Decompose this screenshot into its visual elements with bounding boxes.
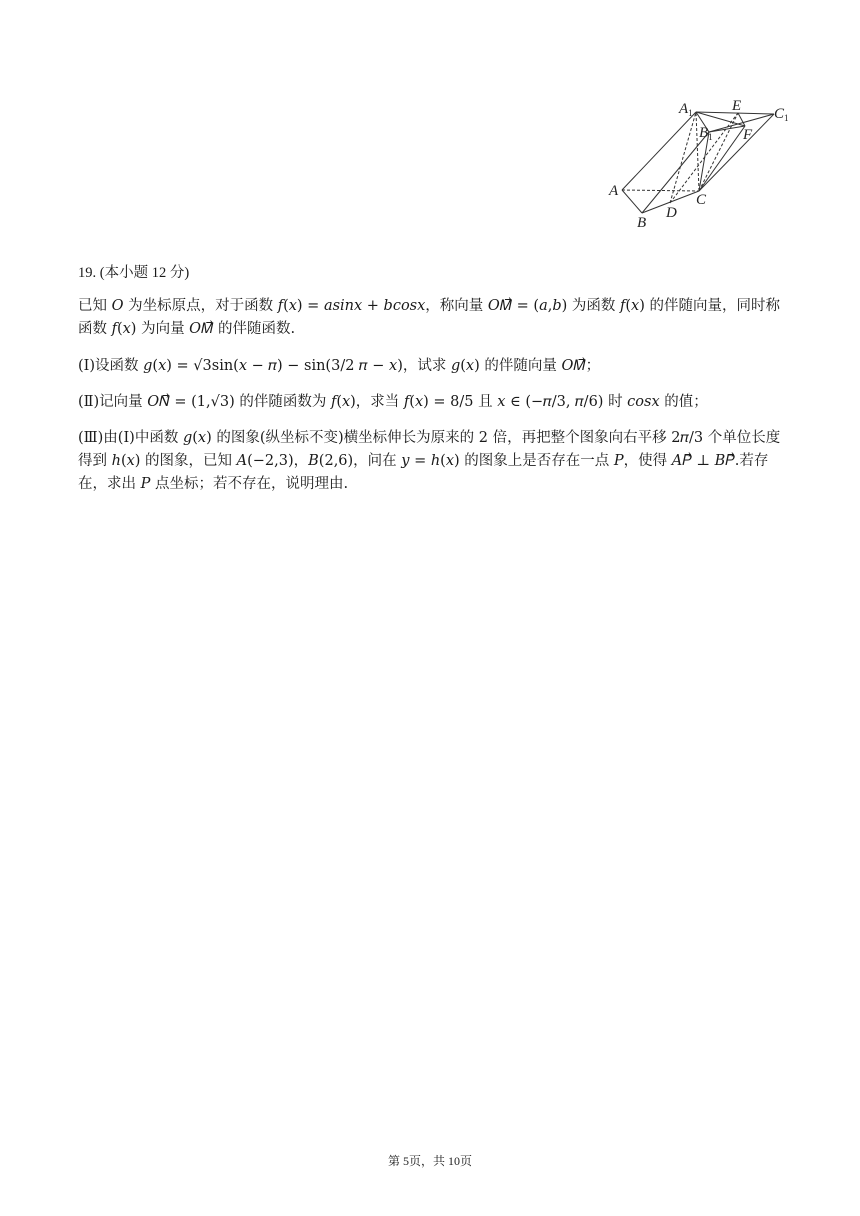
page-footer: 第 5页，共 10页: [387, 1154, 472, 1168]
label-d: D: [666, 205, 677, 221]
label-c: C: [696, 192, 707, 208]
edge-c-a1-hidden: [696, 112, 699, 191]
edge-b1-c1: [709, 114, 774, 132]
question-intro: 已知 𝑂 为坐标原点，对于函数 𝑓(𝑥) = 𝑎𝑠𝑖𝑛𝑥 + 𝑏𝑐𝑜𝑠𝑥，称向量 𝑂𝑀⃗ = (𝑎,𝑏) 为函数 𝑓(𝑥) 的伴随向量，同时称函数 𝑓(𝑥) 为向量 𝑂𝑀⃗ 的伴随函数.: [78, 298, 780, 338]
label-c1: $C_1$: [774, 106, 789, 123]
edge-a-a1: [622, 112, 696, 190]
question-part-1: (Ⅰ)设函数 𝑔(𝑥) = √3sin(𝑥 − 𝜋) − sin(3/2 𝜋 − 𝑥)，试求 𝑔(𝑥) 的伴随向量 𝑂𝑀⃗；: [78, 357, 601, 374]
label-b: B: [637, 215, 647, 231]
question-part-2: (Ⅱ)记向量 𝑂𝑁⃗ = (1,√3) 的伴随函数为 𝑓(𝑥)，求当 𝑓(𝑥) = 8/5 且 𝑥 ∈ (−𝜋/3, 𝜋/6) 时 𝑐𝑜𝑠𝑥 的值；: [78, 393, 708, 410]
label-e: E: [732, 98, 742, 114]
label-b1: $B_1$: [699, 125, 713, 142]
question-header: 19. (本小题 12 分): [78, 265, 190, 281]
edge-a-b: [622, 190, 642, 213]
question-19: [78, 262, 784, 510]
prism-figure: [600, 96, 800, 236]
edge-c-c1: [699, 114, 774, 191]
question-part-3: (Ⅲ)由(Ⅰ)中函数 𝑔(𝑥) 的图象(纵坐标不变)横坐标伸长为原来的 2 倍，再把整个图象向右平移 2𝜋/3 个单位长度得到 ℎ(𝑥) 的图象，已知 𝐴(−2,3)，𝐵(2,6)，问在 𝑦 = ℎ(𝑥) 的图象上是否存在一点 𝑃，使得 𝐴𝑃⃗ ⊥ 𝐵𝑃⃗.若存在，求出 𝑃 点坐标；若不存在，说明理由.: [78, 429, 781, 493]
label-f: F: [743, 127, 753, 143]
label-a: A: [609, 183, 619, 199]
label-a1: $A_1$: [679, 101, 693, 118]
prism-diagram: [600, 96, 800, 236]
